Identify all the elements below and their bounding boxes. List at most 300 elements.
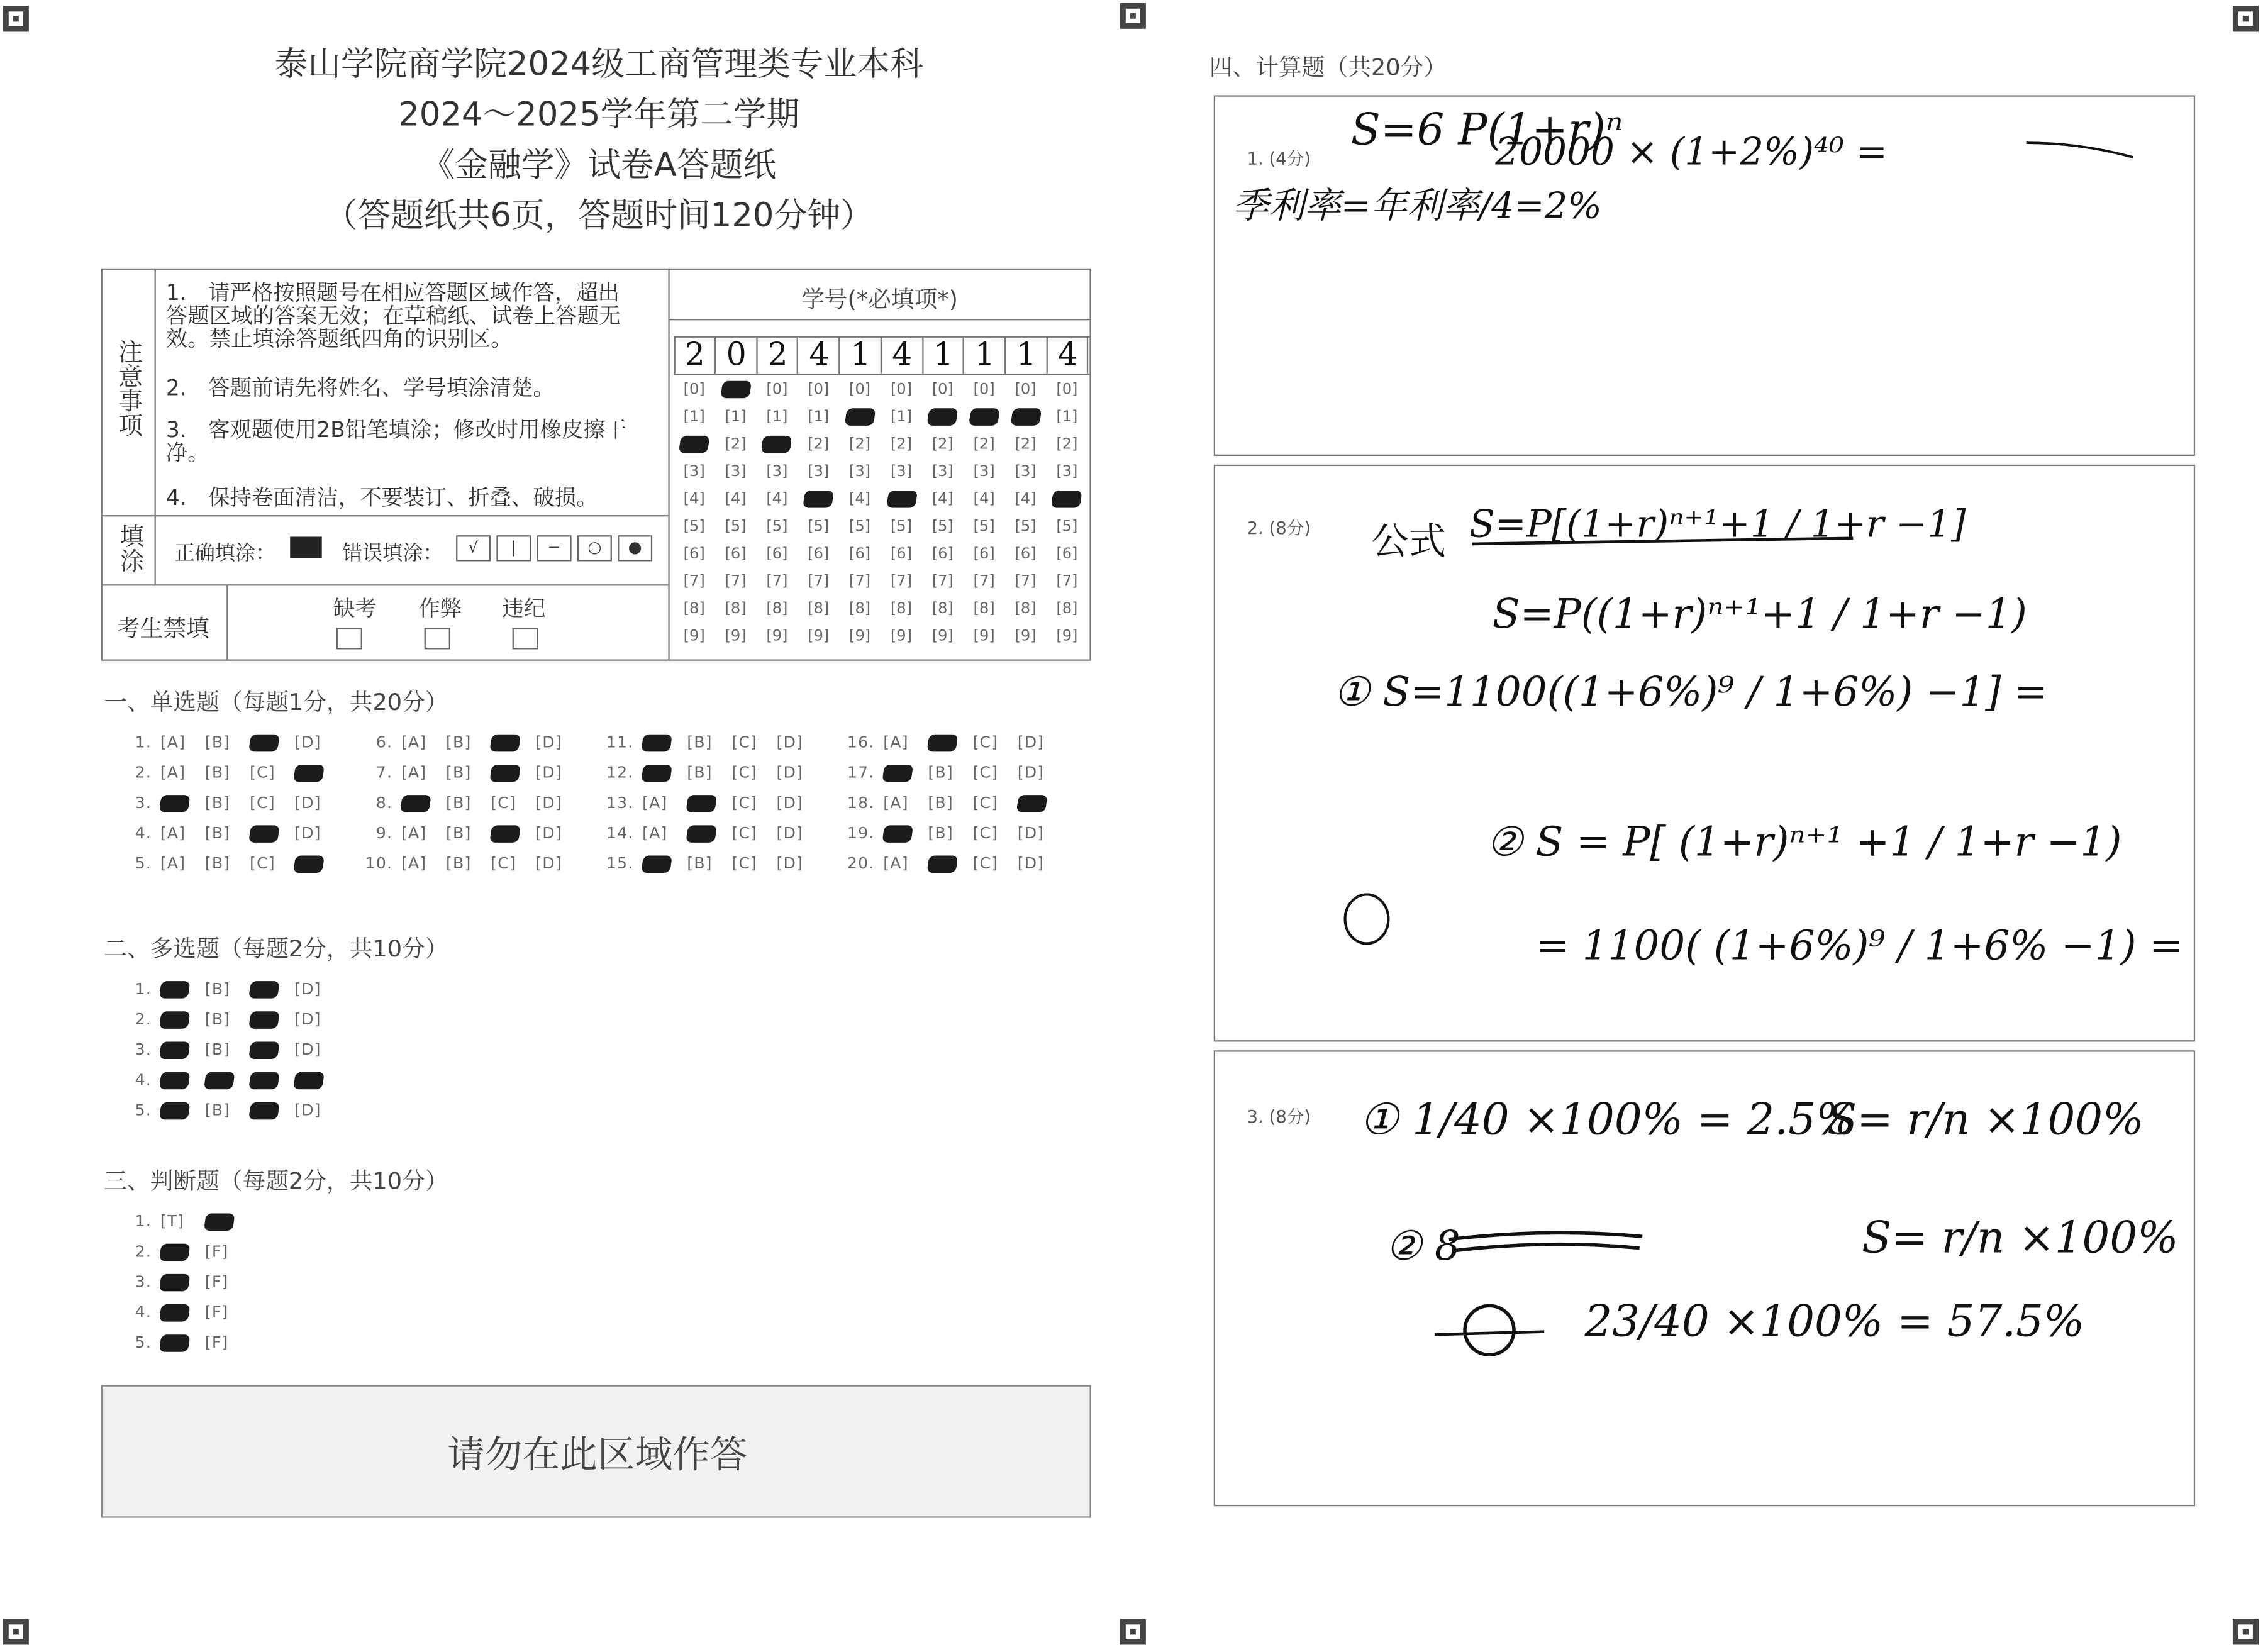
student-id-bubble[interactable]: [8] <box>766 600 788 618</box>
multi-choice-option[interactable]: [D] <box>294 1100 321 1120</box>
student-id-bubble[interactable]: [2] <box>725 435 747 453</box>
student-id-bubble[interactable]: [7] <box>808 572 830 590</box>
single-choice-option[interactable]: [A] <box>160 824 186 843</box>
single-choice-option[interactable]: [B] <box>928 763 954 782</box>
filled-mark <box>641 856 672 873</box>
filled-mark <box>204 1214 235 1231</box>
student-id-bubble[interactable]: [8] <box>808 600 830 618</box>
calc-q3-line-1: ① 1/40 ×100% = 2.5% <box>1359 1095 1857 1146</box>
student-id-bubble[interactable]: [4] <box>683 491 705 508</box>
student-id-bubble[interactable]: [8] <box>683 600 705 618</box>
single-choice-option-filled[interactable] <box>1018 794 1062 812</box>
single-choice-option[interactable]: [D] <box>776 733 804 752</box>
single-choice-option[interactable]: [D] <box>1017 763 1045 782</box>
single-choice-option-filled[interactable] <box>883 824 928 843</box>
true-false-number: 2. <box>135 1242 152 1261</box>
student-id-bubble[interactable]: [0] <box>683 380 705 399</box>
multi-choice-row <box>120 1010 339 1029</box>
single-choice-option[interactable]: [B] <box>446 854 472 873</box>
true-false-number: 5. <box>135 1333 152 1352</box>
absent-checkbox[interactable] <box>336 628 362 649</box>
filled-mark <box>293 765 325 782</box>
single-choice-option[interactable]: [C] <box>972 824 999 843</box>
filled-mark <box>641 735 672 752</box>
single-choice-option[interactable]: [B] <box>446 824 472 843</box>
true-false-option[interactable]: [F] <box>204 1242 229 1261</box>
single-choice-option[interactable]: [D] <box>1017 733 1045 752</box>
filled-mark <box>159 1011 191 1029</box>
absent-label: 缺考 <box>333 596 377 622</box>
student-id-bubble[interactable]: [6] <box>683 545 705 563</box>
filled-mark <box>159 1072 191 1090</box>
single-choice-option[interactable]: [B] <box>687 763 713 782</box>
filled-mark <box>686 795 717 812</box>
student-id-bubble[interactable]: [3] <box>1056 463 1078 481</box>
student-id-bubble[interactable]: [9] <box>683 628 705 645</box>
single-choice-option[interactable]: [B] <box>204 733 231 752</box>
single-choice-number: 8. <box>375 793 393 812</box>
single-choice-option[interactable]: [C] <box>249 793 275 812</box>
single-choice-option[interactable]: [C] <box>249 854 275 873</box>
multi-choice-option[interactable]: [B] <box>204 1010 231 1029</box>
student-id-bubble-filled[interactable] <box>674 431 714 459</box>
notice-item-3: 3. 客观题使用2B铅笔填涂；修改时用橡皮擦干净。 <box>165 417 627 467</box>
student-id-bubble[interactable]: [2] <box>1056 435 1078 453</box>
single-choice-option[interactable]: [C] <box>491 793 516 812</box>
single-choice-option-filled[interactable] <box>491 733 535 752</box>
multi-choice-option-filled[interactable] <box>250 1040 294 1059</box>
single-choice-number: 17. <box>847 763 875 782</box>
student-id-bubble[interactable]: [6] <box>849 545 871 563</box>
student-id-bubble[interactable]: [4] <box>766 491 788 508</box>
student-id-bubble-column <box>1005 377 1045 651</box>
multi-choice-option[interactable]: [B] <box>204 1100 231 1120</box>
single-choice-option-filled[interactable] <box>160 794 205 812</box>
student-id-bubble[interactable]: [2] <box>849 435 871 453</box>
filled-mark <box>886 491 917 508</box>
multi-choice-option[interactable]: [D] <box>294 1040 321 1060</box>
single-choice-option-filled[interactable] <box>250 733 294 752</box>
student-id-bubble[interactable]: [4] <box>973 491 995 508</box>
student-id-bubble[interactable]: [8] <box>931 600 954 618</box>
filled-mark <box>720 381 752 399</box>
single-choice-option[interactable]: [C] <box>491 854 516 873</box>
header-line-2: 2024～2025学年第二学期 <box>398 96 800 135</box>
student-id-bubble[interactable]: [1] <box>725 408 747 426</box>
student-id-bubble[interactable]: [5] <box>725 518 747 536</box>
student-id-bubble[interactable]: [9] <box>725 628 747 645</box>
single-choice-option[interactable]: [B] <box>928 793 954 812</box>
single-choice-option[interactable]: [B] <box>204 824 231 843</box>
notice-item-1: 1. 请严格按照题号在相应答题区域作答，超出答题区域的答案无效；在草稿纸、试卷上答题无效。禁止填涂答题纸四角的识别区。 <box>165 280 621 352</box>
student-id-bubble[interactable]: [0] <box>849 380 871 399</box>
single-choice-option[interactable]: [C] <box>972 793 999 812</box>
single-choice-option[interactable]: [A] <box>401 854 427 873</box>
single-choice-option[interactable]: [A] <box>160 763 186 782</box>
single-choice-option-filled[interactable] <box>642 763 687 782</box>
student-id-bubble-filled[interactable] <box>798 486 838 514</box>
student-id-bubble-filled[interactable] <box>964 404 1004 431</box>
single-choice-option[interactable]: [B] <box>687 733 713 752</box>
notice-item-2: 2. 答题前请先将姓名、学号填涂清楚。 <box>165 375 555 401</box>
true-false-number: 4. <box>135 1302 152 1322</box>
single-choice-option[interactable]: [D] <box>294 824 321 843</box>
multi-choice-option[interactable]: [D] <box>294 1010 321 1029</box>
single-choice-number: 16. <box>847 733 875 752</box>
filled-mark <box>926 735 958 752</box>
filled-mark <box>248 1041 280 1059</box>
single-choice-option[interactable]: [A] <box>401 733 427 752</box>
calc-q1-box[interactable] <box>1214 95 2195 456</box>
single-choice-option-filled[interactable] <box>294 763 339 782</box>
corner-mark-top-middle <box>1120 3 1146 29</box>
student-id-bubble[interactable]: [4] <box>931 491 954 508</box>
student-id-bubble[interactable]: [7] <box>725 572 747 590</box>
student-id-bubble[interactable]: [5] <box>931 518 954 536</box>
student-id-bubble[interactable]: [6] <box>1056 545 1078 563</box>
student-id-label: 学号(*必填项*) <box>801 285 959 313</box>
multi-choice-option[interactable]: [D] <box>294 979 321 999</box>
single-choice-option[interactable]: [B] <box>204 793 231 812</box>
student-id-bubble[interactable]: [9] <box>808 628 830 645</box>
calc-q2-line-2: S=P[(1+r)ⁿ⁺¹+1 / 1+r −1] <box>1469 503 1966 547</box>
single-choice-number: 1. <box>135 733 152 752</box>
single-choice-row <box>361 763 581 782</box>
student-id-bubble[interactable]: [2] <box>808 435 830 453</box>
student-id-bubble[interactable]: [6] <box>725 545 747 563</box>
single-choice-option[interactable]: [D] <box>535 793 562 812</box>
student-id-bubble[interactable]: [9] <box>849 628 871 645</box>
true-false-option-filled[interactable] <box>160 1273 205 1292</box>
student-id-bubble[interactable]: [3] <box>1015 463 1037 481</box>
single-choice-option-filled[interactable] <box>250 824 294 843</box>
student-id-bubble[interactable]: [3] <box>849 463 871 481</box>
filled-mark <box>159 1244 191 1261</box>
single-choice-option[interactable]: [B] <box>687 854 713 873</box>
single-choice-row <box>361 794 581 812</box>
student-id-bubble[interactable]: [6] <box>766 545 788 563</box>
student-id-bubble-filled[interactable] <box>1005 404 1045 431</box>
multi-choice-option-filled[interactable] <box>160 1010 205 1029</box>
multi-choice-option-filled[interactable] <box>250 1010 294 1029</box>
single-choice-row <box>120 824 339 843</box>
student-id-bubble[interactable]: [6] <box>931 545 954 563</box>
student-id-bubble[interactable]: [6] <box>808 545 830 563</box>
true-false-option-filled[interactable] <box>205 1212 250 1231</box>
calc-q2-circle-2 <box>1339 890 1397 948</box>
single-choice-option[interactable]: [B] <box>928 824 954 843</box>
student-id-bubble[interactable]: [1] <box>890 408 913 426</box>
calc-q2-box[interactable] <box>1214 465 2195 1042</box>
multi-choice-row <box>120 1070 339 1089</box>
single-choice-row <box>120 733 339 752</box>
student-id-bubble[interactable]: [3] <box>808 463 830 481</box>
multi-choice-number: 4. <box>135 1070 152 1090</box>
student-id-bubble[interactable]: [5] <box>1015 518 1037 536</box>
student-id-bubble[interactable]: [5] <box>808 518 830 536</box>
student-id-bubble[interactable]: [9] <box>931 628 954 645</box>
single-choice-option-filled[interactable] <box>687 824 731 843</box>
single-choice-number: 19. <box>847 824 875 843</box>
single-choice-number: 20. <box>847 854 875 873</box>
student-id-bubble[interactable]: [5] <box>890 518 913 536</box>
single-choice-option[interactable]: [D] <box>776 763 804 782</box>
student-id-bubble[interactable]: [3] <box>931 463 954 481</box>
filled-mark <box>969 408 1000 426</box>
single-choice-option[interactable]: [C] <box>972 854 999 873</box>
true-false-row <box>120 1242 250 1261</box>
no-answer-zone <box>101 1385 1091 1518</box>
calc-q3-line-3: ② 8 <box>1385 1222 1460 1270</box>
student-id-bubble[interactable]: [7] <box>849 572 871 590</box>
student-id-bubble[interactable]: [0] <box>973 380 995 399</box>
filled-mark <box>159 1334 191 1352</box>
student-id-bubble[interactable]: [7] <box>931 572 954 590</box>
multi-choice-option-filled[interactable] <box>250 980 294 999</box>
true-false-option-filled[interactable] <box>160 1303 205 1322</box>
calc-q1-stray-stroke <box>2023 134 2139 163</box>
student-id-bubble[interactable]: [8] <box>973 600 995 618</box>
student-id-bubble[interactable]: [5] <box>766 518 788 536</box>
filled-mark <box>489 765 521 782</box>
single-choice-number: 11. <box>606 733 634 752</box>
student-id-bubble[interactable]: [2] <box>890 435 913 453</box>
single-choice-option[interactable]: [C] <box>731 763 758 782</box>
calc-q1-label: 1. (4分) <box>1247 148 1311 169</box>
cheating-checkbox[interactable] <box>425 628 450 649</box>
single-choice-option-filled[interactable] <box>642 854 687 873</box>
single-choice-option[interactable]: [D] <box>535 824 562 843</box>
multi-choice-option-filled[interactable] <box>205 1070 250 1089</box>
true-false-option[interactable]: [F] <box>204 1272 229 1292</box>
student-id-bubble-filled[interactable] <box>840 404 880 431</box>
single-choice-option[interactable]: [C] <box>972 763 999 782</box>
single-choice-option[interactable]: [C] <box>249 763 275 782</box>
single-choice-option[interactable]: [D] <box>535 854 562 873</box>
student-id-bubble-filled[interactable] <box>757 431 797 459</box>
single-choice-option-filled[interactable] <box>928 854 972 873</box>
student-id-bubble[interactable]: [5] <box>973 518 995 536</box>
student-id-bubble-filled[interactable] <box>923 404 963 431</box>
single-choice-option[interactable]: [D] <box>294 733 321 752</box>
student-id-bubble[interactable]: [7] <box>683 572 705 590</box>
student-id-bubble[interactable]: [9] <box>890 628 913 645</box>
student-id-bubble[interactable]: [4] <box>1015 491 1037 508</box>
student-id-bubble[interactable]: [2] <box>931 435 954 453</box>
student-id-bubble[interactable]: [8] <box>1056 600 1078 618</box>
single-choice-option-filled[interactable] <box>491 763 535 782</box>
true-false-title: 三、判断题（每题2分，共10分） <box>104 1167 448 1195</box>
student-id-bubble[interactable]: [3] <box>683 463 705 481</box>
single-choice-option[interactable]: [D] <box>776 854 804 873</box>
single-choice-option-filled[interactable] <box>642 733 687 752</box>
student-id-bubble[interactable]: [6] <box>890 545 913 563</box>
single-choice-option-filled[interactable] <box>294 854 339 873</box>
single-choice-option[interactable]: [A] <box>401 763 427 782</box>
student-id-bubble[interactable]: [5] <box>683 518 705 536</box>
multi-choice-option-filled[interactable] <box>160 1040 205 1059</box>
single-choice-option[interactable]: [D] <box>294 793 321 812</box>
student-id-bubble[interactable]: [4] <box>725 491 747 508</box>
single-choice-number: 12. <box>606 763 634 782</box>
student-id-bubble[interactable]: [5] <box>849 518 871 536</box>
filled-mark <box>159 981 191 999</box>
student-id-bubble-column <box>840 377 880 651</box>
student-id-bubble[interactable]: [1] <box>766 408 788 426</box>
student-id-bubble[interactable]: [0] <box>1056 380 1078 399</box>
notice-label: 注意事项 <box>112 339 142 438</box>
multi-choice-option-filled[interactable] <box>294 1070 339 1089</box>
correct-fill-label: 正确填涂： <box>174 542 276 566</box>
student-id-bubble[interactable]: [6] <box>1015 545 1037 563</box>
student-id-bubble[interactable]: [2] <box>973 435 995 453</box>
single-choice-option[interactable]: [C] <box>972 733 999 752</box>
calc-q1-line-1: S=6 P(1+r)ⁿ <box>1350 105 1623 156</box>
single-choice-option[interactable]: [A] <box>883 733 909 752</box>
student-id-bubble[interactable]: [0] <box>890 380 913 399</box>
student-id-bubble[interactable]: [7] <box>1015 572 1037 590</box>
student-id-digit-8: 1 <box>965 338 1006 374</box>
true-false-option[interactable]: [F] <box>204 1302 229 1322</box>
student-id-bubble[interactable]: [3] <box>890 463 913 481</box>
single-choice-option[interactable]: [C] <box>731 824 758 843</box>
single-choice-option[interactable]: [B] <box>204 854 231 873</box>
student-id-bubbles <box>674 377 1089 651</box>
true-false-option-filled[interactable] <box>160 1333 205 1352</box>
single-choice-option[interactable]: [D] <box>535 763 562 782</box>
student-id-bubble[interactable]: [8] <box>725 600 747 618</box>
single-choice-option-filled[interactable] <box>928 733 972 752</box>
student-id-bubble[interactable]: [8] <box>849 600 871 618</box>
single-choice-option[interactable]: [A] <box>160 854 186 873</box>
multi-choice-option-filled[interactable] <box>160 1101 205 1120</box>
student-id-bubble[interactable]: [0] <box>1015 380 1037 399</box>
single-choice-option-filled[interactable] <box>883 763 928 782</box>
true-false-option-filled[interactable] <box>160 1242 205 1261</box>
student-id-bubble[interactable]: [7] <box>1056 572 1078 590</box>
true-false-option[interactable]: [T] <box>160 1212 185 1231</box>
student-id-bubble-filled[interactable] <box>715 377 755 404</box>
student-id-bubble[interactable]: [0] <box>808 380 830 399</box>
forbidden-label: 考生禁填 <box>116 614 209 642</box>
filled-mark <box>248 1072 280 1090</box>
single-choice-row <box>120 794 339 812</box>
single-choice-option[interactable]: [A] <box>401 824 427 843</box>
student-id-bubble[interactable]: [1] <box>808 408 830 426</box>
single-choice-option[interactable]: [B] <box>446 733 472 752</box>
true-false-option[interactable]: [F] <box>204 1333 229 1352</box>
single-choice-row <box>120 763 339 782</box>
student-id-bubble[interactable]: [9] <box>1015 628 1037 645</box>
multi-choice-title: 二、多选题（每题2分，共10分） <box>104 934 448 963</box>
student-id-bubble[interactable]: [9] <box>766 628 788 645</box>
single-choice-grid <box>120 733 1101 885</box>
student-id-bubble[interactable]: [3] <box>766 463 788 481</box>
filled-mark <box>204 1072 235 1090</box>
single-choice-row <box>843 763 1062 782</box>
multi-choice-option[interactable]: [B] <box>204 979 231 999</box>
student-id-bubble[interactable]: [8] <box>890 600 913 618</box>
single-choice-option[interactable]: [C] <box>731 854 758 873</box>
single-choice-option-filled[interactable] <box>687 794 731 812</box>
filled-mark <box>803 491 834 508</box>
single-choice-row <box>843 854 1062 873</box>
single-choice-option[interactable]: [D] <box>1017 824 1045 843</box>
single-choice-option[interactable]: [B] <box>446 793 472 812</box>
single-choice-number: 14. <box>606 824 634 843</box>
single-choice-option[interactable]: [D] <box>776 793 804 812</box>
filled-mark <box>1016 795 1048 812</box>
wrong-fill-circle: ○ <box>577 535 612 561</box>
multi-choice-option-filled[interactable] <box>160 1070 205 1089</box>
single-choice-option[interactable]: [C] <box>731 793 758 812</box>
filled-mark <box>882 825 913 843</box>
student-id-bubble[interactable]: [1] <box>1056 408 1078 426</box>
filled-mark <box>489 735 521 752</box>
student-id-bubble[interactable]: [3] <box>725 463 747 481</box>
student-id-bubble[interactable]: [9] <box>1056 628 1078 645</box>
student-id-bubble[interactable]: [1] <box>683 408 705 426</box>
student-id-bubble-column <box>1047 377 1087 651</box>
single-choice-option[interactable]: [A] <box>642 824 668 843</box>
filled-mark <box>159 1102 191 1120</box>
student-id-bubble[interactable]: [0] <box>766 380 788 399</box>
true-false-row <box>120 1333 250 1352</box>
single-choice-option[interactable]: [D] <box>776 824 804 843</box>
single-choice-option[interactable]: [A] <box>883 854 909 873</box>
student-id-digit-10: 4 <box>1048 338 1089 374</box>
student-id-bubble[interactable]: [7] <box>890 572 913 590</box>
calc-q3-box[interactable] <box>1214 1050 2195 1506</box>
single-choice-option[interactable]: [D] <box>535 733 562 752</box>
single-choice-option-filled[interactable] <box>401 794 446 812</box>
single-choice-option[interactable]: [A] <box>160 733 186 752</box>
student-id-bubble-filled[interactable] <box>1047 486 1087 514</box>
single-choice-option[interactable]: [B] <box>204 763 231 782</box>
multi-choice-option-filled[interactable] <box>250 1070 294 1089</box>
student-id-bubble[interactable]: [7] <box>973 572 995 590</box>
true-false-row <box>120 1303 250 1322</box>
violation-checkbox[interactable] <box>513 628 538 649</box>
single-choice-option[interactable]: [B] <box>446 763 472 782</box>
student-id-bubble[interactable]: [8] <box>1015 600 1037 618</box>
student-id-bubble[interactable]: [4] <box>849 491 871 508</box>
student-id-bubble[interactable]: [2] <box>1015 435 1037 453</box>
single-choice-option-filled[interactable] <box>491 824 535 843</box>
single-choice-option[interactable]: [D] <box>1017 854 1045 873</box>
student-id-bubble[interactable]: [6] <box>973 545 995 563</box>
single-choice-number: 10. <box>365 854 393 873</box>
student-id-bubble[interactable]: [7] <box>766 572 788 590</box>
student-id-bubble[interactable]: [3] <box>973 463 995 481</box>
student-id-bubble[interactable]: [5] <box>1056 518 1078 536</box>
student-id-bubble[interactable]: [0] <box>931 380 954 399</box>
student-id-bubble[interactable]: [9] <box>973 628 995 645</box>
header-line-4: （答题纸共6页，答题时间120分钟） <box>324 197 874 235</box>
single-choice-option[interactable]: [C] <box>731 733 758 752</box>
multi-choice-option-filled[interactable] <box>250 1101 294 1120</box>
multi-choice-option[interactable]: [B] <box>204 1040 231 1060</box>
filled-mark <box>159 1041 191 1059</box>
student-id-digit-7: 1 <box>924 338 964 374</box>
single-choice-option[interactable]: [A] <box>642 793 668 812</box>
multi-choice-option-filled[interactable] <box>160 980 205 999</box>
filled-mark <box>248 735 280 752</box>
student-id-digit-5: 1 <box>841 338 881 374</box>
single-choice-row <box>361 733 581 752</box>
student-id-bubble-filled[interactable] <box>881 486 921 514</box>
single-choice-option[interactable]: [A] <box>883 793 909 812</box>
